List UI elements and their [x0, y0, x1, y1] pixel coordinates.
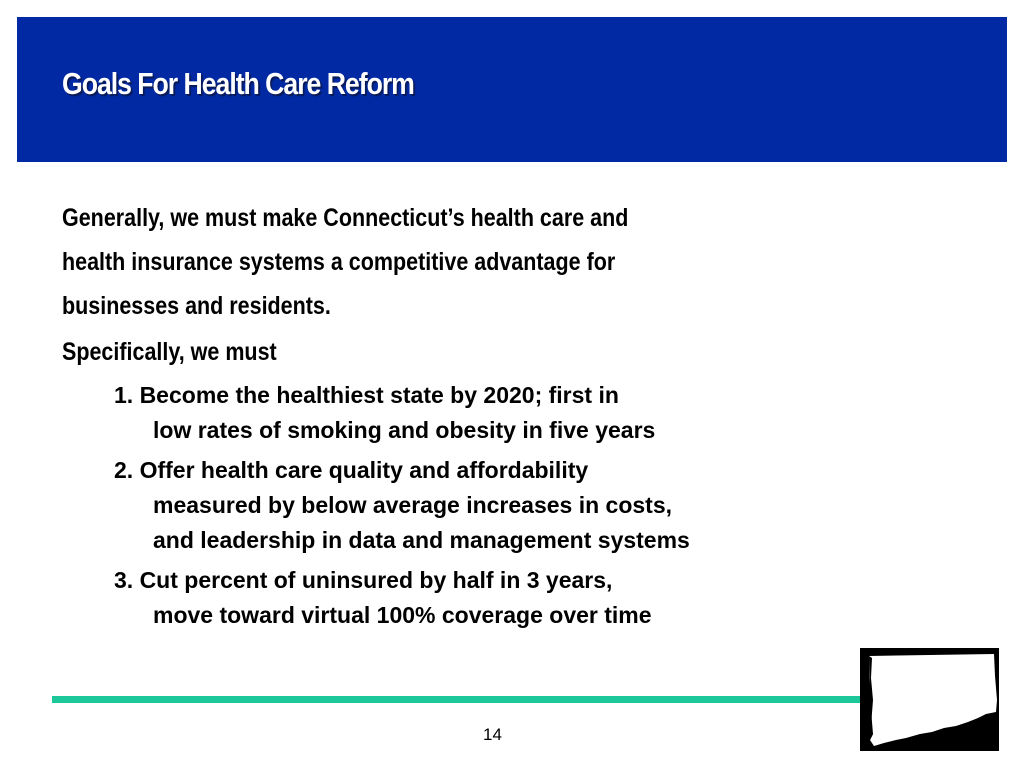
goal-line: move toward virtual 100% coverage over time [153, 602, 652, 628]
goal-item-3 [114, 563, 652, 633]
specifically-label: Specifically, we must [62, 338, 277, 366]
accent-divider [52, 696, 898, 703]
intro-line: businesses and residents. [62, 292, 331, 320]
goal-item-1 [114, 378, 655, 448]
goal-line: and leadership in data and management systems [153, 527, 690, 553]
page-number: 14 [483, 725, 502, 744]
goal-item-2 [114, 453, 690, 558]
intro-line: Generally, we must make Connecticut’s health care and [62, 204, 629, 232]
slide-title: Goals For Health Care Reform [62, 66, 414, 101]
goal-line: low rates of smoking and obesity in five years [153, 417, 656, 443]
goal-line: 1. Become the healthiest state by 2020; first in [114, 382, 619, 408]
intro-paragraph [62, 196, 628, 328]
goal-line: 3. Cut percent of uninsured by half in 3 years, [114, 567, 613, 593]
goal-line: measured by below average increases in costs, [153, 492, 673, 518]
intro-line: health insurance systems a competitive advantage for [62, 248, 616, 276]
goal-line: 2. Offer health care quality and affordability [114, 457, 589, 483]
connecticut-map-icon [860, 648, 999, 751]
